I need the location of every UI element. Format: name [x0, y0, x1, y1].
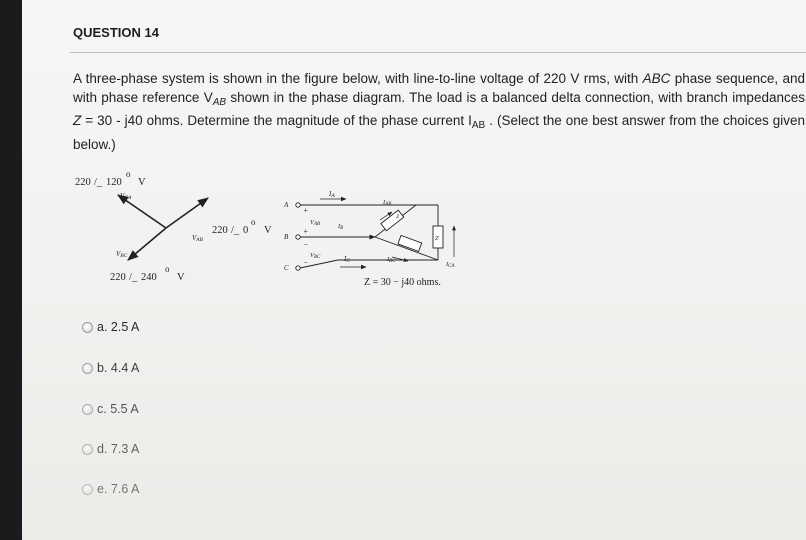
- node-c-label: C: [284, 264, 289, 272]
- iab-label: IAB: [383, 199, 392, 207]
- node-b-label: B: [284, 233, 289, 241]
- title-divider: [70, 52, 806, 53]
- ic-label: IC: [344, 255, 351, 264]
- branch-bc-impedance: [398, 235, 422, 251]
- degree-symbol: o: [126, 169, 131, 179]
- vbc-label: VBC: [310, 252, 321, 260]
- phasor-vca-label: VCA: [120, 192, 132, 201]
- choice-label: e. 7.6 A: [97, 482, 140, 496]
- plus-sign: +: [303, 227, 309, 236]
- branch-ab-z: Z: [396, 214, 400, 220]
- node-b-terminal: [296, 235, 300, 239]
- question-text-part: . (Select the one best answer from the choices given below.): [73, 113, 805, 152]
- plus-sign: +: [303, 206, 309, 215]
- node-a-label: A: [284, 201, 289, 209]
- vab-label: VAB: [310, 219, 321, 227]
- question-text-sub: AB: [212, 96, 227, 108]
- screen: [22, 0, 806, 540]
- question-text-part: phase sequence, and with phase reference V: [73, 71, 806, 105]
- choice-c[interactable]: [82, 400, 139, 418]
- choice-label: d. 7.3 A: [97, 442, 140, 456]
- ib-label: IB: [338, 223, 344, 231]
- question-text-part: A three-phase system is shown in the figure below, with line-to-line voltage of 220 V rms, with: [73, 71, 643, 86]
- question-text-sub: AB: [471, 120, 486, 131]
- ibc-label: IBC: [387, 256, 396, 264]
- angle-symbol: /_: [94, 177, 103, 188]
- phasor-vbc-magnitude: 220: [110, 272, 126, 283]
- question-title: QUESTION 14: [73, 25, 159, 40]
- choice-d[interactable]: [82, 440, 139, 458]
- phasor-vab-magnitude: 220: [212, 225, 228, 236]
- phasor-vbc-angle: 240: [141, 272, 157, 283]
- phasor-vab-angle: 0: [243, 225, 249, 236]
- radio-button[interactable]: [82, 484, 93, 495]
- phasor-vab-label: VAB: [192, 234, 204, 243]
- question-text: [73, 70, 805, 154]
- question-figure: [70, 160, 490, 290]
- phasor-vca-unit: V: [138, 177, 146, 188]
- degree-symbol: o: [165, 264, 170, 274]
- minus-sign: −: [303, 258, 309, 267]
- angle-symbol: /_: [129, 272, 138, 283]
- choice-e[interactable]: [82, 480, 139, 498]
- phasor-vbc-arrow: [128, 228, 166, 260]
- node-a-terminal: [296, 203, 300, 207]
- question-text-part: = 30 - j40 ohms. Determine the magnitude of the phase current I: [81, 113, 472, 128]
- choice-label: a. 2.5 A: [97, 320, 140, 334]
- degree-symbol: o: [251, 217, 256, 227]
- minus-sign: −: [303, 240, 309, 249]
- phasor-vca-angle: 120: [106, 177, 122, 188]
- question-text-abc: ABC: [642, 71, 671, 86]
- branch-ca-z: Z: [435, 235, 439, 242]
- radio-button[interactable]: [82, 444, 93, 455]
- phasor-vbc-unit: V: [177, 272, 185, 283]
- question-text-part: shown in the phase diagram. The load is a balanced delta connection, with branch impedances: [226, 89, 805, 105]
- choice-label: b. 4.4 A: [97, 361, 140, 375]
- question-text-z: Z: [73, 113, 82, 128]
- choice-b[interactable]: [82, 359, 139, 377]
- node-c-terminal: [296, 266, 300, 270]
- choice-label: c. 5.5 A: [97, 402, 139, 416]
- phasor-vab-arrow: [166, 198, 208, 228]
- delta-circuit: [283, 190, 456, 288]
- radio-button[interactable]: [82, 404, 93, 415]
- radio-button[interactable]: [82, 322, 93, 333]
- choice-a[interactable]: [82, 318, 139, 336]
- phasor-vca-magnitude: 220: [75, 177, 91, 188]
- branch-ab-impedance: [381, 210, 404, 231]
- ica-label: ICA: [446, 261, 455, 269]
- phasor-vbc-label: VBC: [116, 250, 128, 259]
- angle-symbol: /_: [231, 225, 240, 236]
- phasor-vab-unit: V: [264, 225, 272, 236]
- radio-button[interactable]: [82, 363, 93, 374]
- phasor-diagram: [75, 169, 272, 283]
- ia-label: IA: [329, 190, 335, 199]
- impedance-equation: Z = 30 − j40 ohms.: [364, 277, 441, 288]
